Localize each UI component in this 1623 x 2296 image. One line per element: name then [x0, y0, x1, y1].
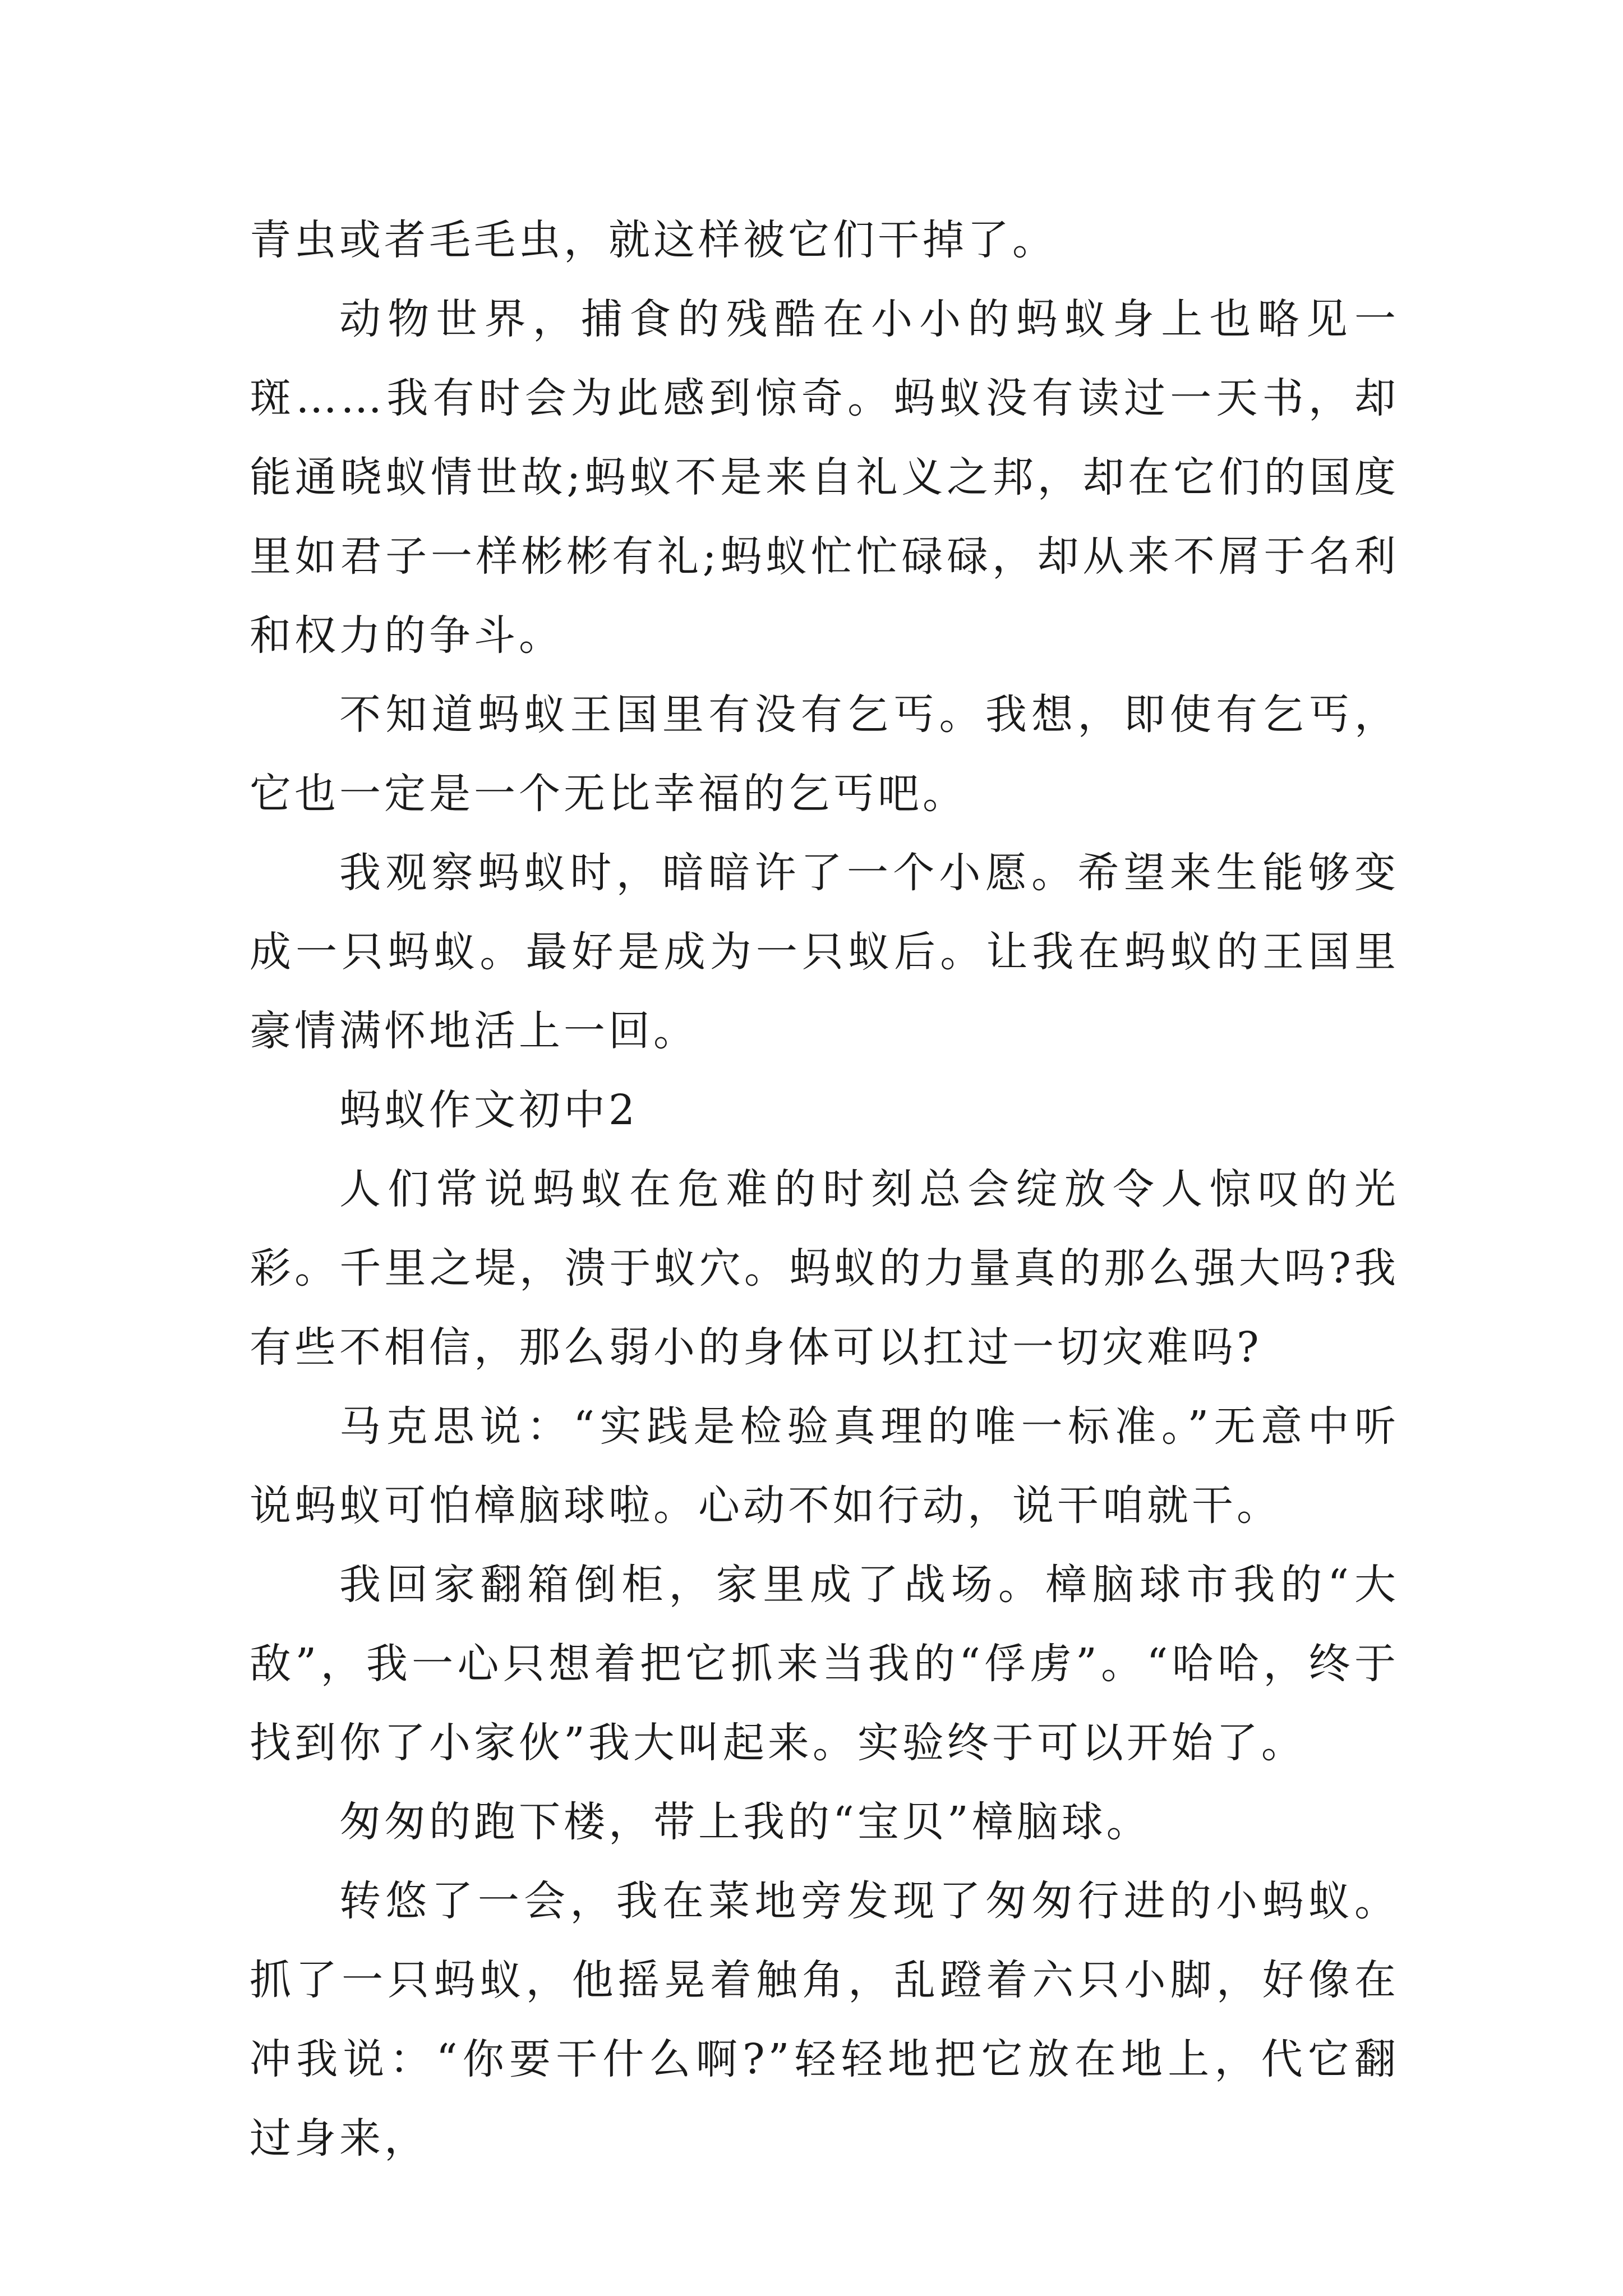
paragraph-3: 不知道蚂蚁王国里有没有乞丐。我想，即使有乞丐，它也一定是一个无比幸福的乞丐吧。	[250, 691, 1399, 818]
section-heading: 蚂蚁作文初中2	[339, 1086, 639, 1134]
paragraph-8: 匆匆的跑下楼，带上我的“宝贝”樟脑球。	[339, 1798, 1151, 1846]
paragraph-4: 我观察蚂蚁时，暗暗许了一个小愿。希望来生能够变成一只蚂蚁。最好是成为一只蚁后。让我在蚂蚁的王国里豪情满怀地活上一回。	[250, 849, 1399, 1055]
document-body	[250, 201, 1399, 2178]
paragraph-5: 人们常说蚂蚁在危难的时刻总会绽放令人惊叹的光彩。千里之堤，溃于蚁穴。蚂蚁的力量真的那么强大吗?我有些不相信，那么弱小的身体可以扛过一切灾难吗?	[250, 1165, 1399, 1372]
paragraph-2: 动物世界，捕食的残酷在小小的蚂蚁身上也略见一斑……我有时会为此感到惊奇。蚂蚁没有读过一天书，却能通晓蚁情世故;蚂蚁不是来自礼义之邦，却在它们的国度里如君子一样彬彬有礼;蚂蚁忙忙碌碌，却从来不屑于名利和权力的争斗。	[250, 295, 1399, 660]
paragraph-9: 转悠了一会，我在菜地旁发现了匆匆行进的小蚂蚁。抓了一只蚂蚁，他摇晃着触角，乱蹬着六只小脚，好像在冲我说：“你要干什么啊?”轻轻地把它放在地上，代它翻过身来，	[250, 1877, 1399, 2162]
paragraph-6: 马克思说：“实践是检验真理的唯一标准。”无意中听说蚂蚁可怕樟脑球啦。心动不如行动，说干咱就干。	[250, 1402, 1399, 1530]
paragraph-7: 我回家翻箱倒柜，家里成了战场。樟脑球市我的“大敌”，我一心只想着把它抓来当我的“俘虏”。“哈哈，终于找到你了小家伙”我大叫起来。实验终于可以开始了。	[250, 1561, 1399, 1767]
paragraph-1: 青虫或者毛毛虫，就这样被它们干掉了。	[250, 216, 1057, 264]
